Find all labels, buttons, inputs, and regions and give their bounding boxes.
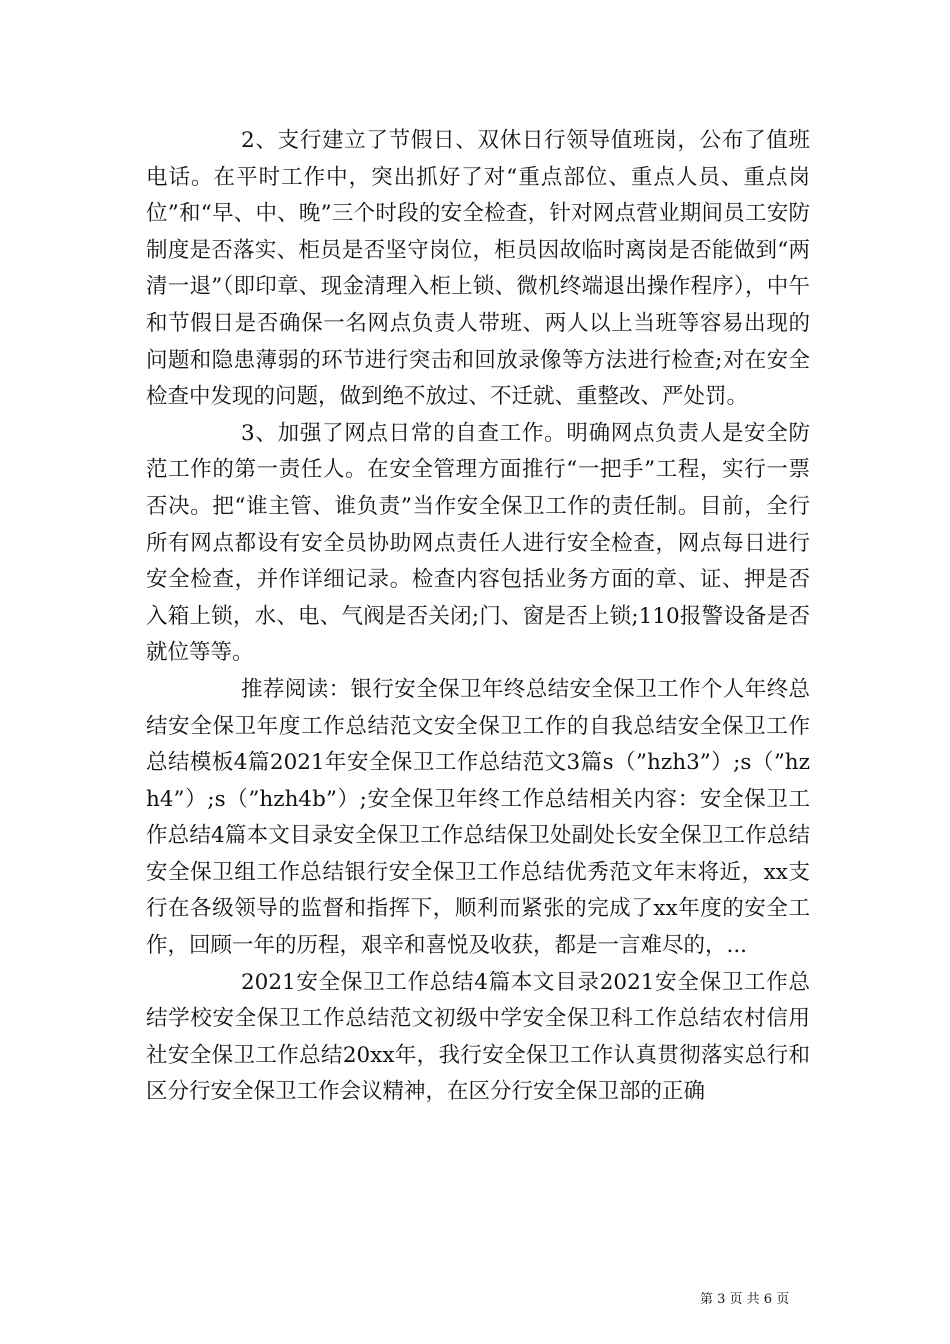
paragraph-summary-2021: 2021安全保卫工作总结4篇本文目录2021安全保卫工作总结学校安全保卫工作总结范文初级中学安全保卫科工作总结农村信用社安全保卫工作总结20xx年，我行安全保卫工作认真贯彻落实总行和区分行安全保卫工作会议精神，在区分行安全保卫部的正确 — [146, 969, 810, 1105]
paragraph-self-inspection: 3、加强了网点日常的自查工作。明确网点负责人是安全防范工作的第一责任人。在安全管理方面推行“一把手”工程，实行一票否决。把“谁主管、谁负责”当作安全保卫工作的责任制。目前，全行所有网点都设有安全员协助网点责任人进行安全检查，网点每日进行安全检查，并作详细记录。检查内容包括业务方面的章、证、押是否入箱上锁，水、电、气阀是否关闭;门、窗是否上锁;110报警设备是否就位等等。 — [146, 420, 810, 666]
page-number-footer: 第 3 页 共 6 页 — [700, 1292, 790, 1307]
paragraph-recommended-reading: 推荐阅读：银行安全保卫年终总结安全保卫工作个人年终总结安全保卫年度工作总结范文安全保卫工作的自我总结安全保卫工作总结模板4篇2021年安全保卫工作总结范文3篇s（”hzh3”）;s（”hzh4”）;s（”hzh4b”）;安全保卫年终工作总结相关内容：安全保卫工作总结4篇本文目录安全保卫工作总结保卫处副处长安全保卫工作总结安全保卫组工作总结银行安全保卫工作总结优秀范文年末将近，xx支行在各级领导的监督和指挥下，顺利而紧张的完成了xx年度的安全工作，回顾一年的历程，艰辛和喜悦及收获，都是一言难尽的，... — [146, 676, 810, 959]
paragraph-duty-shift: 2、支行建立了节假日、双休日行领导值班岗，公布了值班电话。在平时工作中，突出抓好了对“重点部位、重点人员、重点岗位”和“早、中、晚”三个时段的安全检查，针对网点营业期间员工安防制度是否落实、柜员是否坚守岗位，柜员因故临时离岗是否能做到“两清一退”（即印章、现金清理入柜上锁、微机终端退出操作程序），中午和节假日是否确保一名网点负责人带班、两人以上当班等容易出现的问题和隐患薄弱的环节进行突击和回放录像等方法进行检查;对在安全检查中发现的问题，做到绝不放过、不迁就、重整改、严处罚。 — [146, 128, 810, 410]
document-body — [146, 123, 810, 1111]
